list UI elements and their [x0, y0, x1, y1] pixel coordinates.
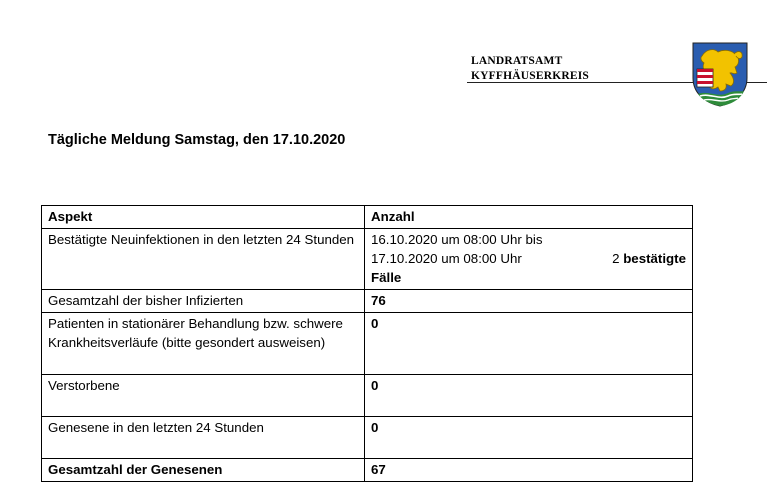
- new-cases-unit: Fälle: [371, 270, 402, 285]
- coat-of-arms-lion-icon: [690, 40, 750, 108]
- new-cases-label: bestätigte: [623, 251, 686, 266]
- table-row: [42, 229, 693, 290]
- row-aspect: Verstorbene: [42, 375, 365, 417]
- period-end-line: [371, 249, 686, 268]
- office-name: [471, 54, 589, 84]
- column-header-count: Anzahl: [365, 206, 693, 229]
- row-value: [365, 229, 693, 290]
- column-header-aspect: Aspekt: [42, 206, 365, 229]
- office-name-line1: LANDRATSAMT: [471, 55, 563, 67]
- table-row: [42, 290, 693, 313]
- row-value: 0: [365, 375, 693, 417]
- row-aspect: Gesamtzahl der bisher Infizierten: [42, 290, 365, 313]
- table-row: [42, 459, 693, 482]
- period-start: 16.10.2020 um 08:00 Uhr bis: [371, 232, 543, 247]
- new-cases-value: [612, 249, 686, 268]
- row-value: 67: [365, 459, 693, 482]
- report-title: Tägliche Meldung Samstag, den 17.10.2020: [48, 132, 346, 148]
- office-name-line2: KYFFHÄUSERKREIS: [471, 70, 590, 82]
- row-aspect: Patienten in stationärer Behandlung bzw. schwere Krankheitsverläufe (bitte gesondert ausweisen): [42, 313, 365, 375]
- table-header-row: [42, 206, 693, 229]
- row-value: 0: [365, 417, 693, 459]
- row-value: 76: [365, 290, 693, 313]
- report-table: [41, 205, 693, 482]
- period-end: 17.10.2020 um 08:00 Uhr: [371, 251, 522, 266]
- row-value: 0: [365, 313, 693, 375]
- table-row: [42, 417, 693, 459]
- row-aspect: Bestätigte Neuinfektionen in den letzten 24 Stunden: [42, 229, 365, 290]
- new-cases-count: 2: [612, 251, 620, 266]
- table-row: [42, 313, 693, 375]
- row-aspect: Gesamtzahl der Genesenen: [42, 459, 365, 482]
- row-aspect: Genesene in den letzten 24 Stunden: [42, 417, 365, 459]
- table-row: [42, 375, 693, 417]
